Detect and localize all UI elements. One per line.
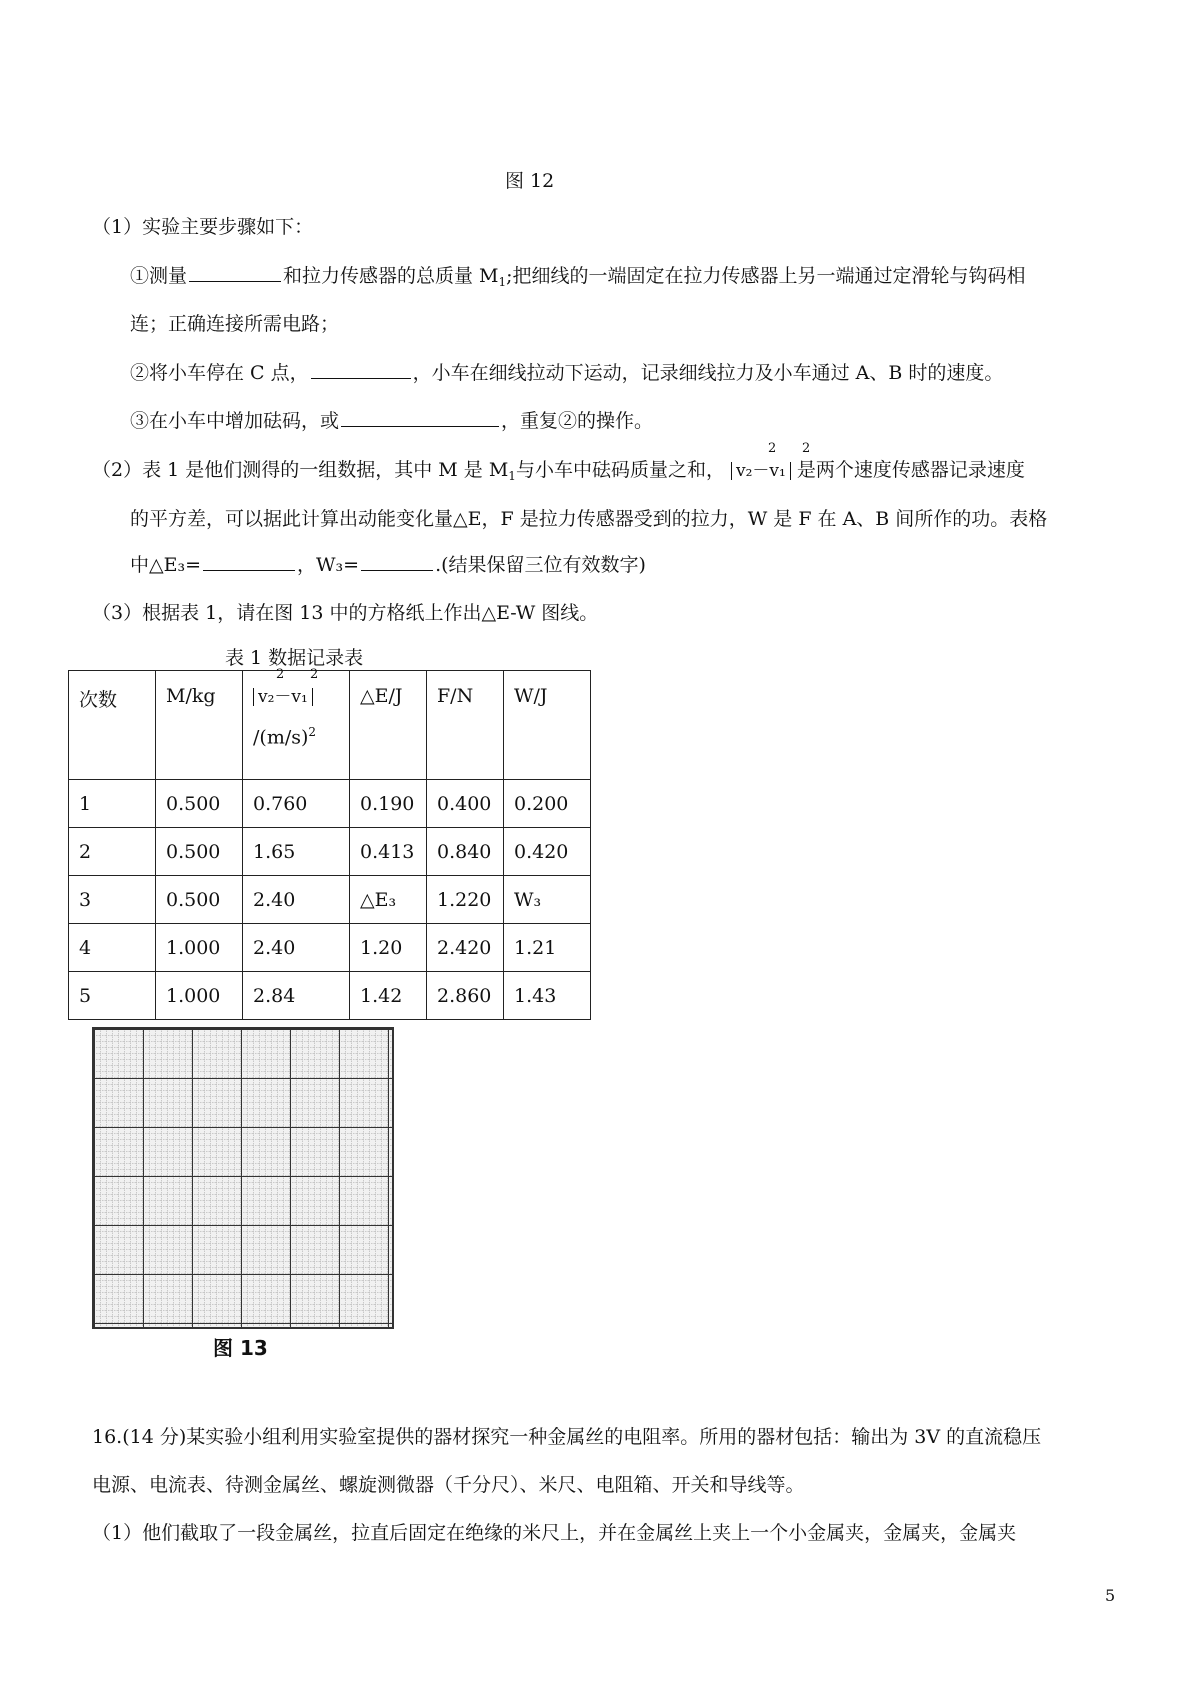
q16-line1: 16.(14 分)某实验小组利用实验室提供的器材探究一种金属丝的电阻率。所用的器材包括：输出为 3V 的直流稳压 xyxy=(92,1426,1042,1448)
header-velocity: 2 2 v₂－v₁ $/(m/s)^2$ xyxy=(243,671,350,780)
blank-2 xyxy=(311,360,411,379)
q1-step1-cont: 连；正确连接所需电路； xyxy=(130,313,340,335)
figure12-caption: 图 12 xyxy=(505,170,555,192)
header-count: 次数 xyxy=(69,671,156,780)
graph-paper xyxy=(92,1027,394,1329)
q3-text: （3）根据表 1，请在图 13 中的方格纸上作出△E-W 图线。 xyxy=(92,602,599,624)
q1-title: （1）实验主要步骤如下： xyxy=(92,216,314,238)
header-force: F/N xyxy=(427,671,504,780)
table-row: 3 0.500 2.40 △E₃ 1.220 W₃ xyxy=(69,876,591,924)
blank-5 xyxy=(361,552,433,571)
blank-4 xyxy=(203,552,295,571)
table-caption: 表 1 数据记录表 xyxy=(225,647,364,669)
q1-step2: ②将小车停在 C 点， ，小车在细线拉动下运动，记录细线拉力及小车通过 A、B 时的速度。 xyxy=(130,362,1004,384)
header-mass: M/kg xyxy=(156,671,243,780)
table-row: 1 0.500 0.760 0.190 0.400 0.200 xyxy=(69,780,591,828)
table-row: 2 0.500 1.65 0.413 0.840 0.420 xyxy=(69,828,591,876)
q16-line2: 电源、电流表、待测金属丝、螺旋测微器（千分尺）、米尺、电阻箱、开关和导线等。 xyxy=(92,1474,805,1496)
header-energy: △E/J xyxy=(350,671,427,780)
blank-3 xyxy=(341,408,499,427)
table-row: 4 1.000 2.40 1.20 2.420 1.21 xyxy=(69,924,591,972)
q1-step1: ①测量 和拉力传感器的总质量 $M_1$;把细线的一端固定在拉力传感器上另一端通过定滑轮与钩码相 xyxy=(130,265,1026,289)
table-row: 5 1.000 2.84 1.42 2.860 1.43 xyxy=(69,972,591,1020)
q2-line2: 的平方差，可以据此计算出动能变化量△E，F 是拉力传感器受到的拉力，W 是 F 在 A、B 间所作的功。表格 xyxy=(130,508,1048,530)
q2-line3: 中△E₃= ，W₃= .(结果保留三位有效数字) xyxy=(130,554,646,576)
q1-step3: ③在小车中增加砝码，或 ，重复②的操作。 xyxy=(130,410,654,432)
header-work: W/J xyxy=(504,671,591,780)
velocity-squared-diff: 2 2 v₂－v₁ xyxy=(731,462,791,480)
blank-1 xyxy=(189,263,281,282)
page-number: 5 xyxy=(1105,1586,1116,1605)
q16-line3: （1）他们截取了一段金属丝，拉直后固定在绝缘的米尺上，并在金属丝上夹上一个小金属夹，金属夹，金属夹 xyxy=(92,1522,1017,1544)
figure13-caption: 图 13 xyxy=(213,1336,268,1360)
data-table xyxy=(68,667,591,1020)
table-header-row xyxy=(69,671,591,780)
graph-paper-grid xyxy=(94,1029,392,1327)
q2-line1: （2）表 1 是他们测得的一组数据，其中 M 是 $M_1$与小车中砝码质量之和， 2 2 v₂－v₁ 是两个速度传感器记录速度 xyxy=(92,441,1025,483)
